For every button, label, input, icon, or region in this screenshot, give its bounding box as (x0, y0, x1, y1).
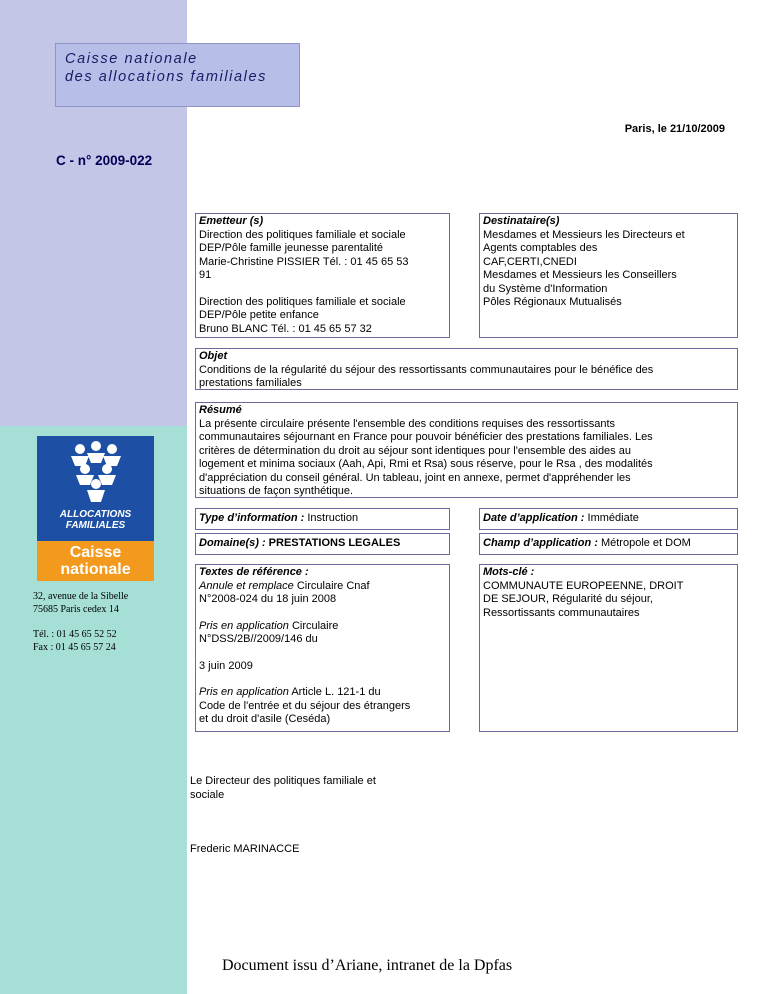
emetteur-line: Marie-Christine PISSIER Tél. : 01 45 65 53 (199, 255, 409, 268)
resume-line: communautaires séjournant en France pour pouvoir bénéficier des prestations familiales. Les (199, 431, 653, 443)
telephone-number: Tél. : 01 45 65 52 52 (33, 629, 117, 640)
logo-text-familiales: FAMILIALES (65, 520, 126, 531)
emetteur-line: Direction des politiques familiale et sociale (199, 295, 406, 308)
emetteur-line: 91 (199, 269, 212, 281)
emetteur-line: Bruno BLANC Tél. : 01 45 65 57 32 (199, 322, 372, 335)
mots-cle-title: Mots-clé : (483, 566, 535, 578)
emetteur-line: Direction des politiques familiale et sociale (199, 228, 406, 241)
textes-entry-text: 3 juin 2009 (199, 659, 253, 672)
resume-line: situations de façon synthétique. (199, 485, 354, 497)
signatory-title-line1: Le Directeur des politiques familiale et (190, 775, 376, 787)
objet-line: Conditions de la régularité du séjour des ressortissants communautaires pour le bénéfice des (199, 363, 654, 376)
mots-cle-line: COMMUNAUTE EUROPEENNE, DROIT (483, 579, 684, 592)
signatory-name: Frederic MARINACCE (190, 843, 300, 855)
resume-line: d'appréciation du conseil général. Un tableau, joint en annexe, permet d'appréhender les (199, 471, 631, 484)
postal-address (33, 590, 128, 616)
fax-number: Fax : 01 45 65 57 24 (33, 642, 116, 653)
date-line: Paris, le 21/10/2009 (624, 123, 725, 135)
resume-box (195, 402, 738, 498)
textes-entry-text: Circulaire (288, 619, 339, 632)
signatory-title (190, 774, 376, 802)
logo-text-nationale: nationale (60, 561, 131, 578)
org-name-line2: des allocations familiales (65, 69, 267, 85)
textes-entry-text: N°DSS/2B//2009/146 du (199, 633, 318, 645)
domaine-label: Domaine(s) : (199, 537, 266, 549)
mots-cle-box (479, 564, 738, 732)
emetteur-line: DEP/Pôle famille jeunesse parentalité (199, 242, 384, 254)
type-information-box (195, 508, 450, 530)
objet-title: Objet (199, 350, 228, 362)
objet-line: prestations familiales (199, 377, 302, 389)
caf-logo (37, 436, 154, 581)
logo-text-caisse: Caisse (69, 544, 122, 561)
resume-line: critères de détermination du droit au séjour sont identiques pour l'ensemble des aides au (199, 444, 631, 457)
destinataires-line: Mesdames et Messieurs les Directeurs et (483, 228, 685, 241)
textes-entry-label: Pris en application (199, 619, 289, 632)
mots-cle-line: Ressortissants communautaires (483, 606, 640, 619)
domaine-box (195, 533, 450, 555)
organisation-header (55, 43, 300, 107)
emetteur-line: DEP/Pôle petite enfance (199, 309, 319, 321)
textes-entry-text: Circulaire Cnaf (293, 579, 370, 592)
destinataires-line: du Système d'Information (483, 282, 608, 295)
destinataires-title: Destinataire(s) (483, 215, 560, 227)
textes-entry-text: Article L. 121-1 du (288, 686, 381, 698)
champ-application-box (479, 533, 738, 555)
destinataires-line: Agents comptables des (483, 242, 598, 254)
emetteur-title: Emetteur (s) (199, 215, 264, 227)
textes-entry-label: Annule et remplace (199, 579, 294, 592)
resume-title: Résumé (199, 404, 242, 416)
resume-line: logement et minima sociaux (Aah, Api, Rmi et Rsa) sous réserve, pour le Rsa , des modalités (199, 458, 653, 470)
champ-application-label: Champ d’application : (483, 537, 598, 549)
textes-title: Textes de référence : (199, 566, 309, 578)
date-application-value: Immédiate (584, 512, 639, 524)
textes-entry-text: N°2008-024 du 18 juin 2008 (199, 593, 337, 605)
destinataires-line: Mesdames et Messieurs les Conseillers (483, 269, 677, 281)
address-city: 75685 Paris cedex 14 (33, 604, 119, 615)
textes-entry-text: Code de l'entrée et du séjour des étrangers (199, 699, 411, 712)
type-information-label: Type d’information : (199, 512, 305, 524)
champ-application-value: Métropole et DOM (597, 537, 691, 549)
textes-entry-text: et du droit d'asile (Ceséda) (199, 713, 331, 725)
family-figures-icon (63, 440, 129, 506)
mots-cle-line: DE SEJOUR, Régularité du séjour, (483, 593, 653, 605)
type-information-value: Instruction (304, 512, 359, 524)
document-footer: Document issu d’Ariane, intranet de la Dpfas (222, 957, 513, 974)
logo-top-panel (37, 436, 154, 541)
signatory-title-line2: sociale (190, 789, 225, 801)
resume-line: La présente circulaire présente l'ensemble des conditions requises des ressortissants (199, 417, 616, 430)
contact-numbers (33, 628, 117, 654)
circular-reference: C - n° 2009-022 (56, 153, 153, 168)
destinataires-line: Pôles Régionaux Mutualisés (483, 296, 622, 308)
destinataires-box (479, 213, 738, 338)
date-application-label: Date d’application : (483, 512, 585, 524)
objet-box (195, 348, 738, 390)
date-application-box (479, 508, 738, 530)
domaine-value: PRESTATIONS LEGALES (265, 537, 401, 549)
logo-bottom-panel (37, 541, 154, 581)
org-name-line1: Caisse nationale (65, 51, 198, 67)
emetteur-box (195, 213, 450, 338)
textes-entry-label: Pris en application (199, 686, 289, 698)
address-street: 32, avenue de la Sibelle (33, 591, 129, 602)
logo-text-allocations: ALLOCATIONS (59, 509, 132, 520)
destinataires-line: CAF,CERTI,CNEDI (483, 255, 577, 268)
textes-reference-box (195, 564, 450, 732)
